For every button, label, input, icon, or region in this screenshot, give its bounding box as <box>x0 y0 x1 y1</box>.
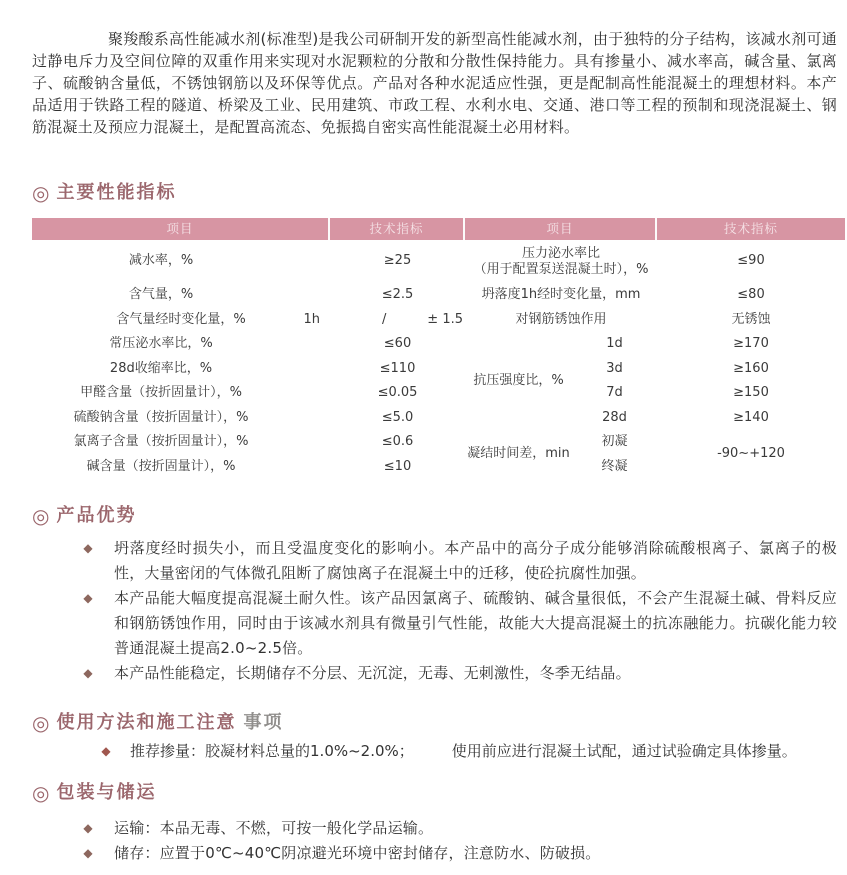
table-row-value: ± 1.5 <box>427 311 463 327</box>
performance-spec-table <box>32 218 845 479</box>
list-item <box>32 536 837 586</box>
section-title-advantages <box>32 505 837 527</box>
table-row-value: ≥160 <box>733 360 769 376</box>
table-row-label-line2: （用于配置泵送混凝土时），% <box>473 261 649 277</box>
table-row-value: ≤0.6 <box>381 434 414 450</box>
list-item-text: 本产品性能稳定，长期储存不分层、无沉淀，无毒、无刺激性，冬季无结晶。 <box>114 664 631 682</box>
table-row-label-air-change <box>32 308 330 333</box>
table-group-label-setting-time: 凝结时间差，min <box>467 446 570 462</box>
table-row-value: ≥140 <box>733 409 769 425</box>
section-ring-icon: ◎ <box>32 711 50 735</box>
section-title-text: 主要性能指标 <box>56 182 177 203</box>
table-row-label: 碱含量（按折固量计），% <box>86 458 236 474</box>
table-row-value-air-change <box>330 308 465 333</box>
list-item-text: 运输：本品无毒、不燃，可按一般化学品运输。 <box>114 819 434 837</box>
table-row-label: 常压泌水率比，% <box>109 336 213 352</box>
table-group-label-strength: 抗压强度比，% <box>473 372 564 388</box>
table-sub-label: 初凝 <box>601 434 628 450</box>
table-row-value: ≤0.05 <box>377 385 418 401</box>
table-row-label: 减水率，% <box>128 253 194 269</box>
advantages-list <box>32 536 837 686</box>
table-row-value: ≤10 <box>383 458 412 474</box>
table-header-item-left: 项目 <box>32 218 330 240</box>
list-item-text: 坍落度经时损失小，而且受温度变化的影响小。本产品中的高分子成分能够消除硫酸根离子、氯离子的极性，大量密闭的气体微孔阻断了腐蚀离子在混凝土中的迁移，使砼抗腐性加强。 <box>114 539 837 582</box>
table-row-label-line1: 压力泌水率比 <box>521 245 600 261</box>
diamond-bullet-icon: ◆ <box>83 591 93 605</box>
table-row-value: -90~+120 <box>717 446 785 462</box>
section-ring-icon: ◎ <box>32 504 50 528</box>
table-row-value: ≥25 <box>383 253 412 269</box>
table-row-label: 对钢筋锈蚀作用 <box>515 311 607 327</box>
diamond-bullet-icon: ◆ <box>83 821 93 835</box>
table-age-label: 28d <box>602 409 627 425</box>
table-row-value: ≥170 <box>733 336 769 352</box>
list-item-text: 本产品能大幅度提高混凝土耐久性。该产品因氯离子、硫酸钠、碱含量很低，不会产生混凝土碱、骨料反应和钢筋锈蚀作用，同时由于该减水剂具有微量引气性能，故能大大提高混凝土的抗冻融能力。抗碳化能力较普通混凝土提高2.0~2.5倍。 <box>114 589 837 657</box>
diamond-bullet-icon: ◆ <box>83 846 93 860</box>
table-row-value: ≤80 <box>737 287 765 303</box>
table-row-label: 甲醛含量（按折固量计），% <box>80 385 242 401</box>
diamond-bullet-icon: ◆ <box>83 541 93 555</box>
list-item <box>32 841 837 866</box>
dosage-recommendation: 推荐掺量：胶凝材料总量的1.0%~2.0%； <box>130 742 414 760</box>
section-title-performance <box>32 182 837 204</box>
intro-paragraph: 聚羧酸系高性能减水剂(标准型)是我公司研制开发的新型高性能减水剂，由于独特的分子结构，该减水剂可通过静电斥力及空间位障的双重作用来实现对水泥颗粒的分散和分散性保持能力。具有掺量小、减水率高，碱含量、氯离子、硫酸钠含量低，不锈蚀钢筋以及环保等优点。产品对各种水泥适应性强，更是配制高性能混凝土的理想材料。本产品适用于铁路工程的隧道、桥梁及工业、民用建筑、市政工程、水利水电、交通、港口等工程的预制和现浇混凝土、钢筋混凝土及预应力混凝土，是配置高流态、免振捣自密实高性能混凝土必用材料。 <box>32 30 837 136</box>
table-row-value: ≤60 <box>383 336 412 352</box>
table-sub-time: 1h <box>303 311 320 327</box>
table-row-value: ≥150 <box>733 385 769 401</box>
table-row-label: 坍落度1h经时变化量，mm <box>481 287 641 303</box>
table-row-label: 氯离子含量（按折固量计），% <box>73 434 249 450</box>
table-row-label-pressure-bleeding <box>465 240 657 283</box>
table-age-label: 7d <box>606 385 623 401</box>
table-row-value: ≤2.5 <box>381 287 414 303</box>
list-item-text: 储存：应置于0℃~40℃阴凉避光环境中密封储存，注意防水、防破损。 <box>114 844 601 862</box>
table-row-value: ≤110 <box>379 360 416 376</box>
section-ring-icon: ◎ <box>32 181 50 205</box>
section-title-packaging <box>32 782 837 804</box>
table-row-value: 无锈蚀 <box>731 311 771 327</box>
section-title-usage <box>32 712 837 734</box>
table-row-label: 含气量，% <box>128 287 194 303</box>
list-item <box>32 816 837 841</box>
list-item <box>32 661 837 686</box>
section-title-text: 使用方法和施工注意 <box>56 712 237 733</box>
dosage-trial-note: 使用前应进行混凝土试配，通过试验确定具体掺量。 <box>451 742 797 760</box>
section-title-text: 包装与储运 <box>56 782 157 803</box>
section-title-text-faded: 事项 <box>243 712 284 733</box>
diamond-bullet-icon: ◆ <box>101 744 111 758</box>
diamond-bullet-icon: ◆ <box>83 666 93 680</box>
section-ring-icon: ◎ <box>32 781 50 805</box>
table-row-label: 含气量经时变化量，% <box>116 311 246 327</box>
list-item <box>32 586 837 661</box>
table-header-item-right: 项目 <box>465 218 657 240</box>
table-header-index-right: 技术指标 <box>657 218 845 240</box>
table-age-label: 3d <box>606 360 623 376</box>
table-header-index-left: 技术指标 <box>330 218 465 240</box>
table-slash: / <box>382 311 387 327</box>
table-row-label: 硫酸钠含量（按折固量计），% <box>73 409 249 425</box>
table-sub-label: 终凝 <box>601 458 628 474</box>
table-row-label: 28d收缩率比，% <box>109 360 213 376</box>
table-age-label: 1d <box>606 336 623 352</box>
dosage-line <box>32 739 837 764</box>
table-row-value: ≤5.0 <box>381 409 414 425</box>
table-row-value: ≤90 <box>737 253 765 269</box>
packaging-list <box>32 816 837 866</box>
section-title-text: 产品优势 <box>56 505 137 526</box>
